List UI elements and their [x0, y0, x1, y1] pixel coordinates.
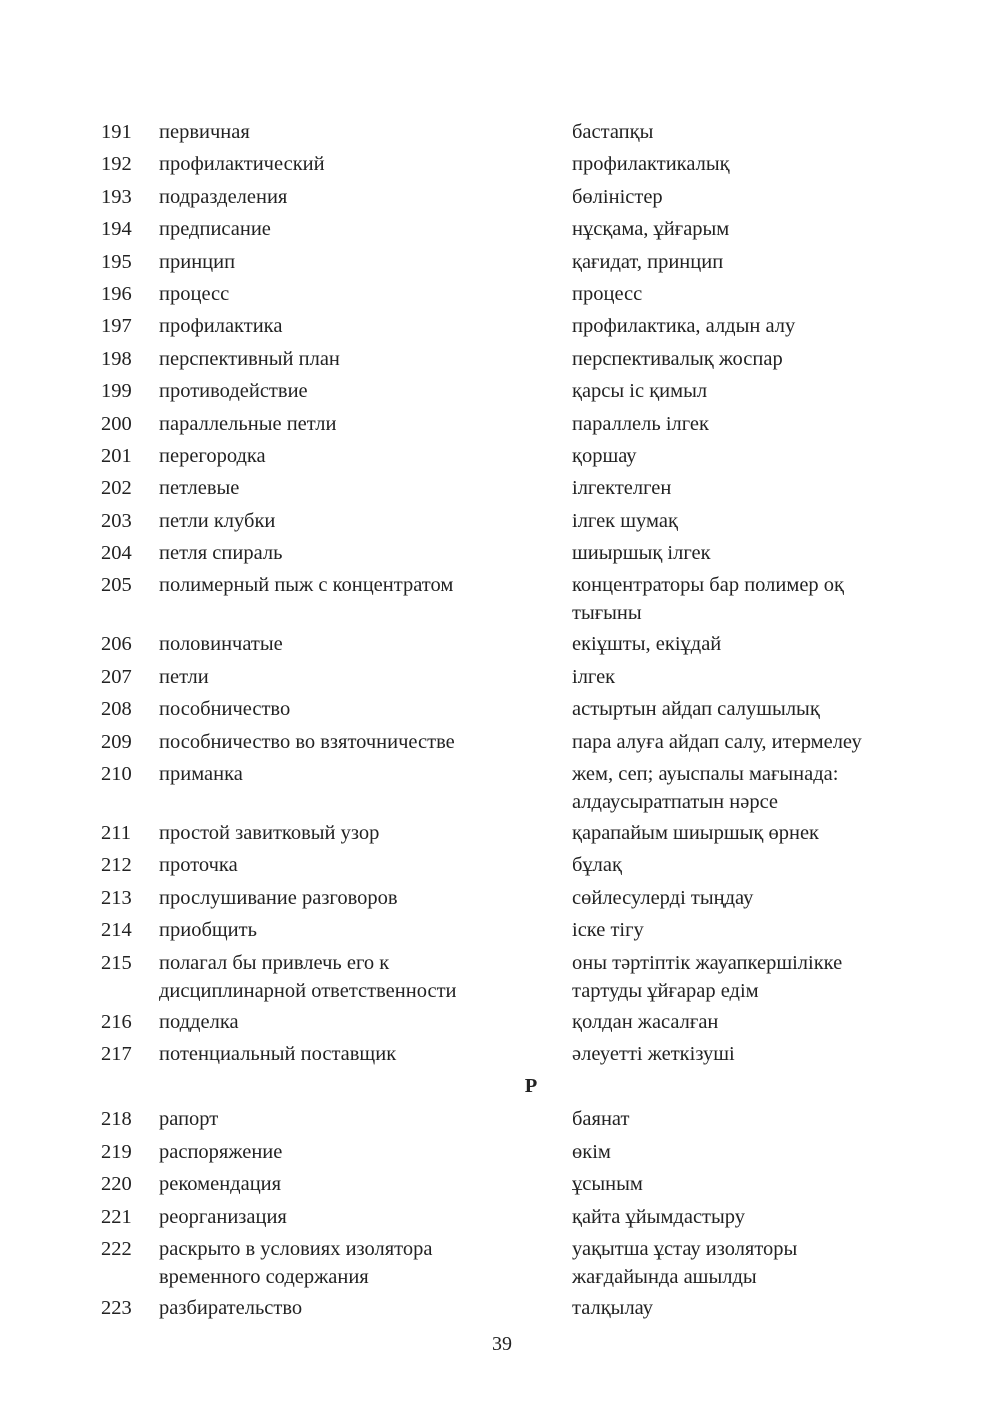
kazakh-term: жем, сеп; ауыспалы мағынада: алдаусыратпатын нәрсе [572, 763, 839, 814]
glossary-row [0, 728, 1004, 760]
entry-number: 212 [101, 854, 132, 877]
entry-group-p [0, 118, 1004, 1072]
russian-term: половинчатые [159, 633, 283, 656]
russian-term: профилактический [159, 153, 325, 176]
entry-number: 217 [101, 1042, 132, 1065]
kazakh-term: перспективалық жоспар [572, 347, 783, 370]
kazakh-term: қарсы іс қимыл [572, 380, 708, 403]
section-letter: Р [524, 1075, 538, 1098]
glossary-row [0, 760, 1004, 819]
kazakh-term: талқылау [572, 1296, 653, 1319]
glossary-row [0, 1170, 1004, 1202]
kazakh-term: ілгектелген [572, 477, 672, 500]
russian-term: перспективный план [159, 347, 340, 370]
glossary-row [0, 312, 1004, 344]
russian-term: подразделения [159, 185, 288, 208]
entry-number: 213 [101, 886, 132, 909]
kazakh-term: процесс [572, 282, 643, 305]
kazakh-term: екіұшты, екіұдай [572, 633, 722, 656]
russian-term: распоряжение [159, 1140, 283, 1163]
glossary-row [0, 345, 1004, 377]
kazakh-term: оны тәртіптік жауапкершілікке тартуды ұйғарар едім [572, 951, 843, 1002]
entry-number: 214 [101, 919, 132, 942]
entry-number: 197 [101, 315, 132, 338]
glossary-row [0, 150, 1004, 182]
russian-term: противодействие [159, 380, 308, 403]
entry-number: 201 [101, 444, 132, 467]
kazakh-term: қағидат, принцип [572, 250, 724, 273]
entry-number: 208 [101, 698, 132, 721]
russian-term: принцип [159, 250, 236, 273]
entry-number: 203 [101, 509, 132, 532]
kazakh-term: қолдан жасалған [572, 1010, 719, 1033]
glossary-row [0, 442, 1004, 474]
entry-number: 191 [101, 121, 132, 143]
glossary-row [0, 215, 1004, 247]
russian-term: первичная [159, 121, 250, 143]
entry-number: 196 [101, 282, 132, 305]
russian-term: пособничество [159, 698, 291, 721]
kazakh-term: концентраторы бар полимер оқ тығыны [572, 574, 845, 625]
glossary-row [0, 118, 1004, 150]
glossary-row [0, 410, 1004, 442]
russian-term: перегородка [159, 444, 266, 467]
entry-number: 222 [101, 1237, 132, 1260]
glossary-row [0, 183, 1004, 215]
kazakh-term: ілгек шумақ [572, 509, 678, 532]
entry-number: 216 [101, 1010, 132, 1033]
glossary-row [0, 248, 1004, 280]
russian-term: профилактика [159, 315, 283, 338]
russian-term: пособничество во взяточничестве [159, 730, 455, 753]
kazakh-term: іске тігу [572, 919, 644, 942]
glossary-row [0, 1040, 1004, 1072]
russian-term: процесс [159, 282, 230, 305]
section-header [0, 1072, 1004, 1105]
glossary-row [0, 663, 1004, 695]
entry-number: 200 [101, 412, 132, 435]
kazakh-term: нұсқама, ұйғарым [572, 218, 730, 241]
russian-term: петли [159, 665, 209, 688]
entry-number: 202 [101, 477, 132, 500]
russian-term: петлевые [159, 477, 240, 500]
glossary-row [0, 1138, 1004, 1170]
glossary-row [0, 1294, 1004, 1326]
glossary-row [0, 916, 1004, 948]
glossary-row [0, 1203, 1004, 1235]
entry-number: 206 [101, 633, 132, 656]
glossary-row [0, 1105, 1004, 1137]
kazakh-term: параллель ілгек [572, 412, 709, 435]
russian-term: разбирательство [159, 1296, 303, 1319]
russian-term: простой завитковый узор [159, 822, 380, 845]
russian-term: потенциальный поставщик [159, 1042, 397, 1065]
russian-term: полимерный пыж с концентратом [159, 574, 454, 597]
russian-term: подделка [159, 1010, 239, 1033]
russian-term: приобщить [159, 919, 257, 942]
kazakh-term: профилактикалық [572, 153, 730, 176]
entry-number: 218 [101, 1108, 132, 1131]
entry-number: 221 [101, 1205, 132, 1228]
entry-number: 194 [101, 218, 132, 241]
kazakh-term: әлеуетті жеткізуші [572, 1042, 735, 1065]
kazakh-term: уақытша ұстау изоляторы жағдайында ашылды [572, 1237, 798, 1288]
glossary-row [0, 280, 1004, 312]
russian-term: реорганизация [159, 1205, 287, 1228]
kazakh-term: шиыршық ілгек [572, 542, 711, 565]
entry-number: 195 [101, 250, 132, 273]
glossary-row [0, 630, 1004, 662]
russian-term: рапорт [159, 1108, 219, 1131]
glossary-row [0, 819, 1004, 851]
kazakh-term: өкім [572, 1140, 611, 1163]
glossary-row [0, 571, 1004, 630]
kazakh-term: астыртын айдап салушылық [572, 698, 820, 721]
kazakh-term: бөліністер [572, 185, 663, 208]
kazakh-term: бұлақ [572, 854, 622, 877]
glossary-row [0, 695, 1004, 727]
glossary-row [0, 474, 1004, 506]
glossary-row [0, 851, 1004, 883]
entry-group-r [0, 1105, 1004, 1326]
kazakh-term: қарапайым шиыршық өрнек [572, 822, 820, 845]
glossary-row [0, 1008, 1004, 1040]
russian-term: проточка [159, 854, 238, 877]
kazakh-term: бастапқы [572, 121, 654, 143]
page-number: 39 [492, 1333, 512, 1355]
entry-number: 193 [101, 185, 132, 208]
kazakh-term: қоршау [572, 444, 637, 467]
russian-term: рекомендация [159, 1173, 282, 1196]
russian-term: приманка [159, 763, 243, 786]
glossary-row [0, 1235, 1004, 1294]
glossary-row [0, 539, 1004, 571]
kazakh-term: қайта ұйымдастыру [572, 1205, 746, 1228]
entry-number: 198 [101, 347, 132, 370]
entry-number: 205 [101, 574, 132, 597]
entry-number: 211 [101, 822, 131, 845]
russian-term: раскрыто в условиях изолятора временного содержания [159, 1237, 433, 1288]
entry-number: 207 [101, 665, 132, 688]
russian-term: параллельные петли [159, 412, 337, 435]
kazakh-term: сөйлесулерді тыңдау [572, 886, 754, 909]
glossary-row [0, 949, 1004, 1008]
kazakh-term: ілгек [572, 665, 616, 688]
russian-term: предписание [159, 218, 271, 241]
russian-term: петля спираль [159, 542, 283, 565]
glossary-entries [0, 118, 1004, 1326]
entry-number: 219 [101, 1140, 132, 1163]
entry-number: 199 [101, 380, 132, 403]
glossary-row [0, 507, 1004, 539]
kazakh-term: профилактика, алдын алу [572, 315, 796, 338]
entry-number: 220 [101, 1173, 132, 1196]
entry-number: 215 [101, 951, 132, 974]
kazakh-term: ұсыным [572, 1173, 643, 1196]
entry-number: 209 [101, 730, 132, 753]
russian-term: петли клубки [159, 509, 276, 532]
entry-number: 210 [101, 763, 132, 786]
russian-term: прослушивание разговоров [159, 886, 398, 909]
entry-number: 192 [101, 153, 132, 176]
russian-term: полагал бы привлечь его к дисциплинарной ответственности [159, 951, 457, 1002]
kazakh-term: баянат [572, 1108, 630, 1131]
glossary-row [0, 377, 1004, 409]
entry-number: 204 [101, 542, 132, 565]
glossary-row [0, 884, 1004, 916]
entry-number: 223 [101, 1296, 132, 1319]
kazakh-term: пара алуға айдап салу, итермелеу [572, 730, 862, 753]
